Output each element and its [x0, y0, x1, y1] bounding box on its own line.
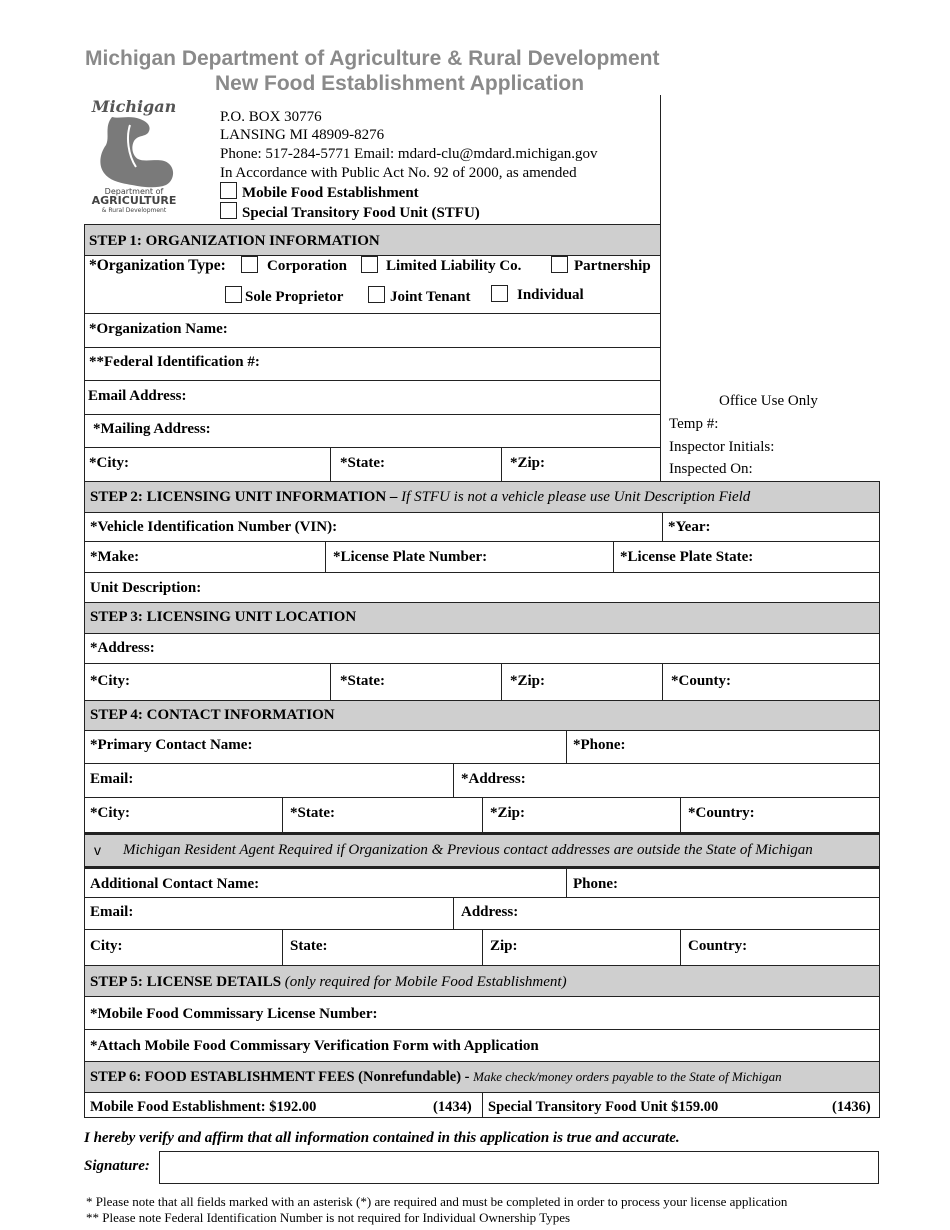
rule [84, 1029, 880, 1030]
org-type-label: *Organization Type: [89, 257, 226, 274]
rule [84, 832, 880, 835]
license-plate-field[interactable]: *License Plate Number: [333, 549, 488, 565]
step1-heading: STEP 1: ORGANIZATION INFORMATION [89, 233, 380, 249]
stfu-label: Special Transitory Food Unit (STFU) [242, 205, 480, 221]
additional-state-field[interactable]: State: [290, 938, 328, 954]
location-zip-field[interactable]: *Zip: [510, 673, 546, 689]
rule [84, 572, 880, 573]
rule [84, 541, 880, 542]
office-use-title: Office Use Only [719, 393, 818, 409]
additional-contact-name-field[interactable]: Additional Contact Name: [90, 876, 260, 892]
sole-proprietor-checkbox[interactable] [225, 286, 242, 303]
llc-checkbox[interactable] [361, 256, 378, 273]
partnership-checkbox[interactable] [551, 256, 568, 273]
rule [680, 929, 681, 965]
rule [662, 663, 663, 700]
commissary-attach-instruction: *Attach Mobile Food Commissary Verification Form with Application [90, 1038, 539, 1054]
asterisk-note: * Please note that all fields marked with an asterisk (*) are required and must be completed in order to process your license application [86, 1194, 788, 1209]
vehicle-year-field[interactable]: *Year: [668, 519, 711, 535]
unit-description-field[interactable]: Unit Description: [90, 580, 202, 596]
fein-note: ** Please note Federal Identification Number is not required for Individual Ownership Types [86, 1210, 571, 1225]
mdard-logo [90, 97, 178, 215]
primary-email-field[interactable]: Email: [90, 771, 134, 787]
additional-address-field[interactable]: Address: [461, 904, 519, 920]
vin-field[interactable]: *Vehicle Identification Number (VIN): [90, 519, 338, 535]
org-zip-field[interactable]: *Zip: [510, 455, 546, 471]
rule [680, 797, 681, 832]
mailing-city-zip: LANSING MI 48909-8276 [220, 127, 385, 143]
svg-text:& Rural Development: & Rural Development [101, 207, 167, 214]
rule [453, 897, 454, 929]
agency-contact: Phone: 517-284-5771 Email: mdard-clu@mdard.michigan.gov [220, 146, 598, 162]
mobile-food-checkbox[interactable] [220, 182, 237, 199]
primary-zip-field[interactable]: *Zip: [490, 805, 526, 821]
form-left-border [84, 481, 85, 1117]
rule [84, 1061, 880, 1062]
corporation-label: Corporation [267, 258, 347, 274]
rule [662, 512, 663, 541]
org-state-field[interactable]: *State: [340, 455, 385, 471]
org-city-field[interactable]: *City: [89, 455, 129, 471]
step4-heading: STEP 4: CONTACT INFORMATION [90, 707, 335, 723]
rule [613, 541, 614, 572]
additional-city-field[interactable]: City: [90, 938, 123, 954]
location-state-field[interactable]: *State: [340, 673, 385, 689]
partnership-label: Partnership [574, 258, 651, 274]
resident-agent-checkmark: v [94, 842, 101, 858]
office-temp-label: Temp #: [669, 416, 719, 432]
llc-label: Limited Liability Co. [386, 258, 522, 274]
form-right-border [879, 481, 880, 1117]
primary-country-field[interactable]: *Country: [688, 805, 755, 821]
affirmation-statement: I hereby verify and affirm that all information contained in this application is true and accurate. [84, 1130, 680, 1146]
rule [84, 313, 661, 314]
rule [84, 512, 880, 513]
rule [501, 447, 502, 481]
primary-state-field[interactable]: *State: [290, 805, 335, 821]
license-plate-state-field[interactable]: *License Plate State: [620, 549, 754, 565]
rule [453, 763, 454, 797]
primary-phone-field[interactable]: *Phone: [573, 737, 626, 753]
rule [482, 797, 483, 832]
org-email-field[interactable]: Email Address: [88, 388, 187, 404]
rule [501, 663, 502, 700]
rule [84, 763, 880, 764]
rule [84, 663, 880, 664]
org-name-field[interactable]: *Organization Name: [89, 321, 228, 337]
rule [325, 541, 326, 572]
location-city-field[interactable]: *City: [90, 673, 130, 689]
rule [84, 1117, 880, 1118]
rule [282, 797, 283, 832]
joint-tenant-label: Joint Tenant [390, 289, 471, 305]
stfu-fee-label: Special Transitory Food Unit $159.00 [488, 1099, 719, 1115]
rule [84, 347, 661, 348]
svg-text:Department of: Department of [104, 187, 164, 196]
header-right-border [660, 95, 661, 481]
stfu-checkbox[interactable] [220, 202, 237, 219]
step6-heading: STEP 6: FOOD ESTABLISHMENT FEES (Nonrefundable) - Make check/money orders payable to the State of Michigan [90, 1069, 782, 1085]
form-agency-title: Michigan Department of Agriculture & Rural Development [85, 47, 660, 70]
rule [566, 730, 567, 763]
primary-address-field[interactable]: *Address: [461, 771, 526, 787]
rule [84, 866, 880, 869]
joint-tenant-checkbox[interactable] [368, 286, 385, 303]
mailing-address-field[interactable]: *Mailing Address: [93, 421, 211, 437]
corporation-checkbox[interactable] [241, 256, 258, 273]
step5-heading: STEP 5: LICENSE DETAILS (only required for Mobile Food Establishment) [90, 974, 567, 990]
step2-heading: STEP 2: LICENSING UNIT INFORMATION – If STFU is not a vehicle please use Unit Description Field [90, 489, 751, 505]
rule [84, 224, 661, 225]
rule [84, 965, 880, 966]
mailing-po-box: P.O. BOX 30776 [220, 109, 322, 125]
resident-agent-note: Michigan Resident Agent Required if Organization & Previous contact addresses are outside the State of Michigan [123, 842, 813, 858]
rule [482, 929, 483, 965]
location-county-field[interactable]: *County: [671, 673, 732, 689]
vehicle-make-field[interactable]: *Make: [90, 549, 140, 565]
signature-input[interactable] [159, 1151, 879, 1184]
rule [84, 700, 880, 701]
rule [84, 602, 880, 603]
additional-phone-field[interactable]: Phone: [573, 876, 618, 892]
rule [84, 633, 880, 634]
mobile-fee-code: (1434) [433, 1099, 472, 1115]
rule [84, 414, 661, 415]
additional-country-field[interactable]: Country: [688, 938, 748, 954]
rule [566, 869, 567, 897]
step3-heading: STEP 3: LICENSING UNIT LOCATION [90, 609, 357, 625]
individual-label: Individual [517, 287, 584, 303]
fein-field[interactable]: **Federal Identification #: [89, 354, 260, 370]
svg-text:AGRICULTURE: AGRICULTURE [91, 194, 177, 207]
signature-label: Signature: [84, 1158, 150, 1174]
additional-zip-field[interactable]: Zip: [490, 938, 518, 954]
svg-text:Michigan: Michigan [91, 97, 177, 116]
rule [84, 481, 880, 482]
mobile-fee-label: Mobile Food Establishment: $192.00 [90, 1099, 317, 1115]
additional-email-field[interactable]: Email: [90, 904, 134, 920]
rule [282, 929, 283, 965]
stfu-fee-code: (1436) [832, 1099, 871, 1115]
office-inspected-label: Inspected On: [669, 461, 753, 477]
office-inspector-label: Inspector Initials: [669, 439, 775, 455]
rule [84, 380, 661, 381]
sole-proprietor-label: Sole Proprietor [245, 289, 344, 305]
rule [330, 663, 331, 700]
rule [84, 447, 661, 448]
commissary-license-field[interactable]: *Mobile Food Commissary License Number: [90, 1006, 378, 1022]
step1-left-border [84, 224, 85, 481]
primary-contact-name-field[interactable]: *Primary Contact Name: [90, 737, 253, 753]
rule [84, 730, 880, 731]
rule [482, 1092, 483, 1117]
primary-city-field[interactable]: *City: [90, 805, 130, 821]
individual-checkbox[interactable] [491, 285, 508, 302]
rule [84, 996, 880, 997]
mobile-food-label: Mobile Food Establishment [242, 185, 419, 201]
public-act-note: In Accordance with Public Act No. 92 of 2000, as amended [220, 165, 577, 181]
rule [330, 447, 331, 481]
rule [84, 897, 880, 898]
location-address-field[interactable]: *Address: [90, 640, 155, 656]
form-title: New Food Establishment Application [215, 72, 585, 95]
